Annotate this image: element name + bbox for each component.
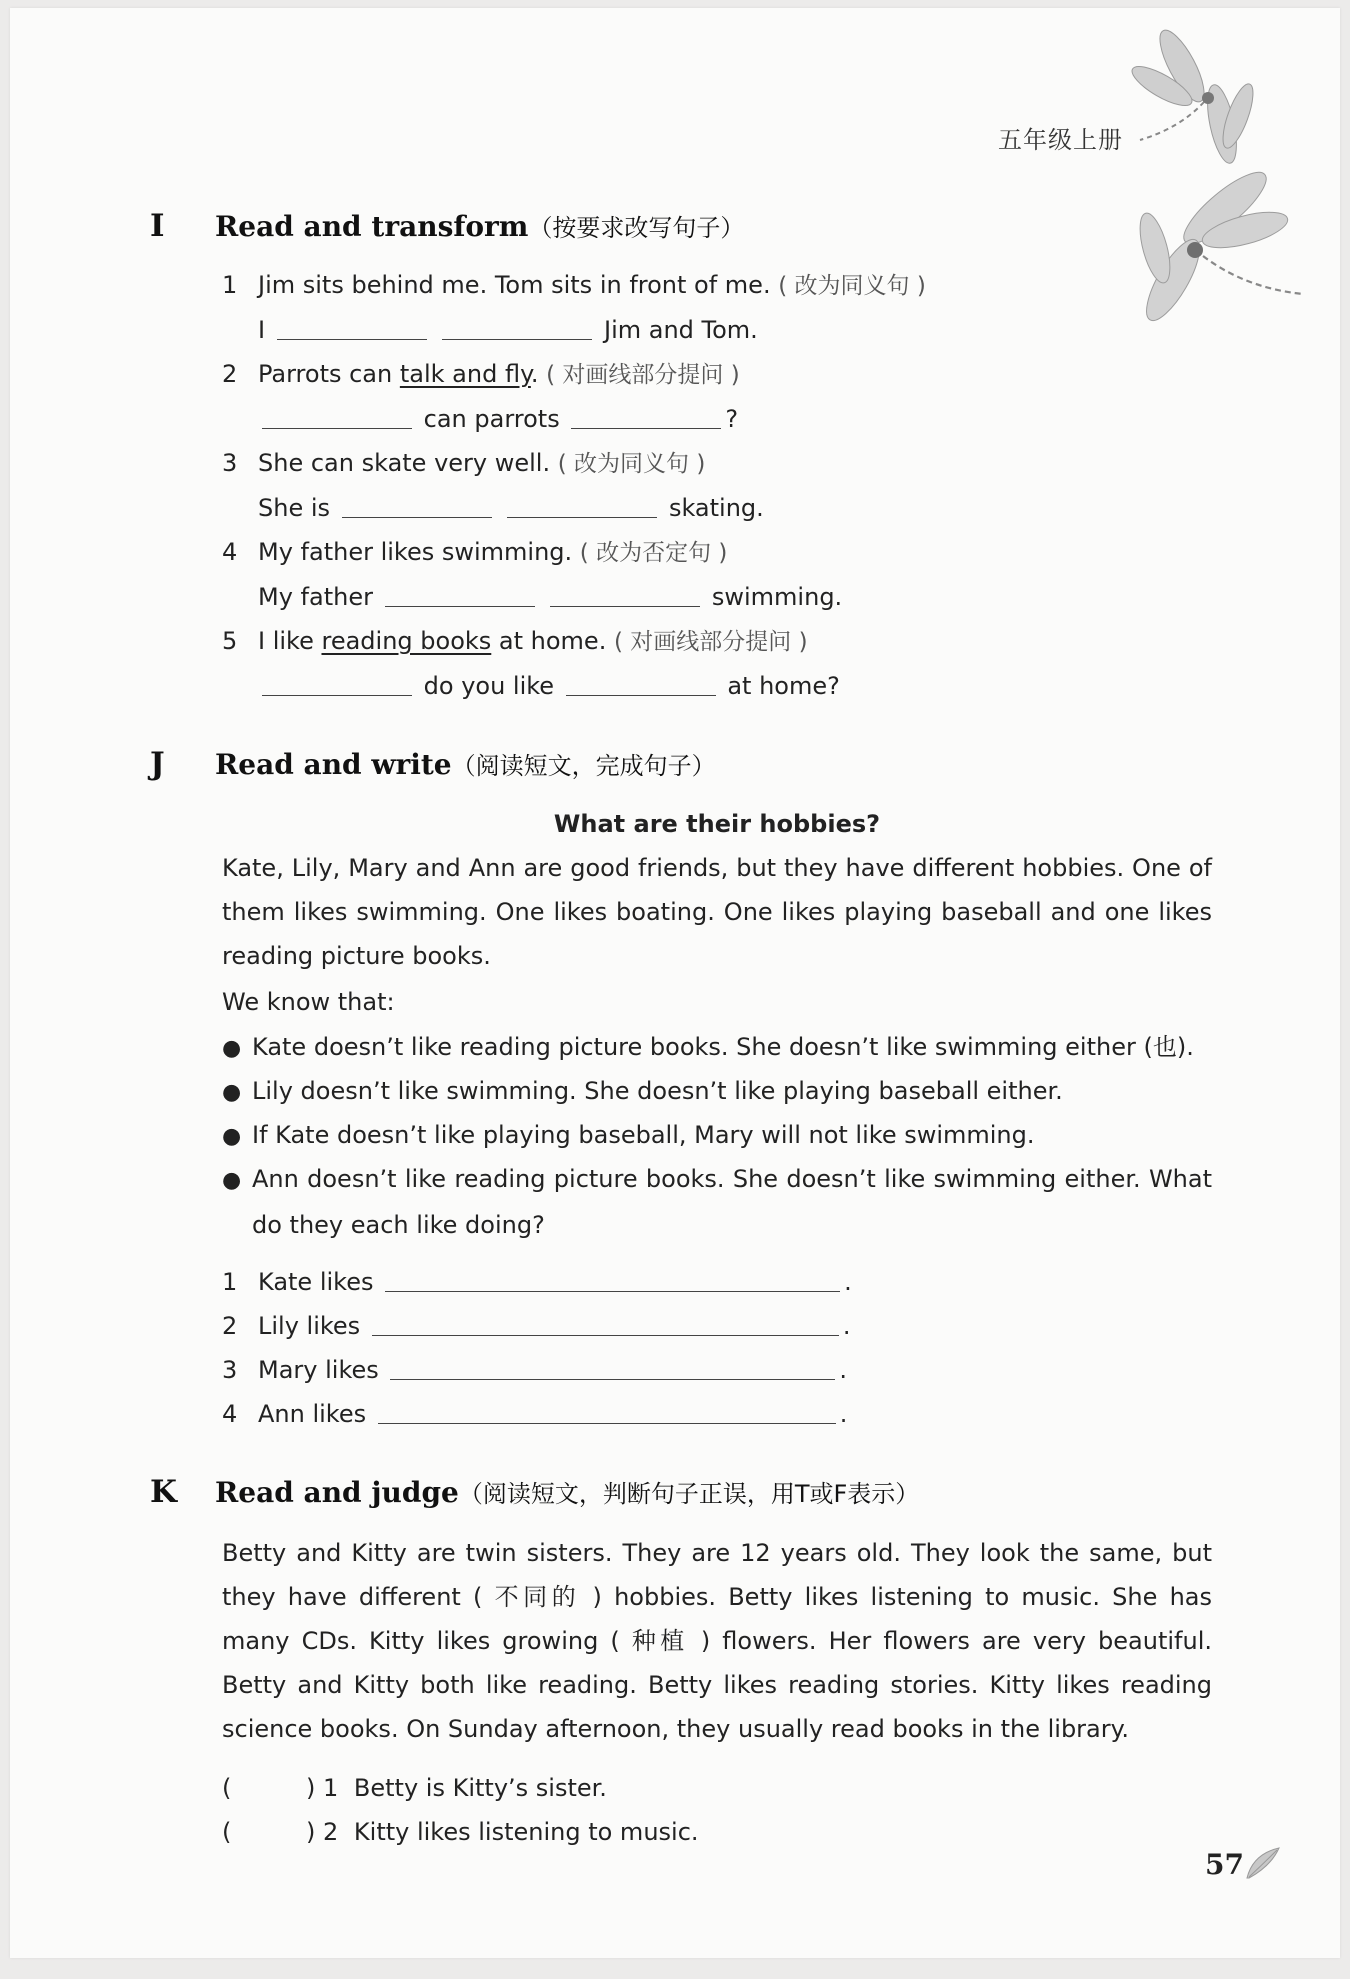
answer-label: Lily likes bbox=[258, 1312, 361, 1340]
item-number: 5 bbox=[222, 627, 238, 655]
answer-line bbox=[222, 1358, 847, 1382]
item-instruction: ( 改为同义句 ) bbox=[778, 273, 926, 299]
section-i-answer-1 bbox=[222, 318, 758, 342]
item-instruction: ( 对画线部分提问 ) bbox=[613, 629, 808, 655]
answer-blank[interactable] bbox=[378, 1422, 836, 1424]
answer-blank[interactable] bbox=[262, 694, 412, 696]
section-j-title-cn: （阅读短文，完成句子） bbox=[451, 752, 716, 780]
item-number: ) 2 bbox=[306, 1818, 339, 1846]
answer-end: ? bbox=[725, 405, 739, 433]
answer-label: Ann likes bbox=[258, 1400, 367, 1428]
item-question-underlined: talk and fly bbox=[399, 360, 531, 388]
answer-line bbox=[222, 1402, 847, 1426]
item-number: 2 bbox=[222, 1312, 238, 1340]
answer-end: . bbox=[842, 1312, 851, 1340]
open-paren[interactable]: ( bbox=[222, 1818, 232, 1846]
judge-text: Betty is Kitty’s sister. bbox=[353, 1774, 607, 1802]
answer-blank[interactable] bbox=[550, 605, 700, 607]
open-paren[interactable]: ( bbox=[222, 1774, 232, 1802]
bullet-icon: ● bbox=[222, 1168, 242, 1193]
section-i-answer-5 bbox=[222, 674, 840, 698]
answer-blank[interactable] bbox=[507, 516, 657, 518]
section-j-title bbox=[215, 746, 716, 781]
judge-item bbox=[222, 1820, 699, 1844]
worksheet-page bbox=[10, 8, 1340, 1958]
section-i-item-3 bbox=[222, 451, 705, 476]
passage-j: Kate, Lily, Mary and Ann are good friends, but they have different hobbies. One of them likes swimming. One likes boating. One likes playing baseball and one likes reading picture books. bbox=[222, 854, 1212, 970]
answer-line bbox=[222, 1270, 852, 1294]
answer-label: Mary likes bbox=[258, 1356, 379, 1384]
section-k-title bbox=[215, 1474, 919, 1509]
clue-item bbox=[222, 1025, 1212, 1071]
section-i-item-5 bbox=[222, 629, 808, 654]
item-number: 2 bbox=[222, 360, 238, 388]
judge-item bbox=[222, 1776, 607, 1800]
answer-start: My father bbox=[258, 583, 373, 611]
passage-title: What are their hobbies? bbox=[553, 810, 881, 838]
answer-mid: do you like bbox=[423, 672, 555, 700]
clue-text: Lily doesn’t like swimming. She doesn’t like playing baseball either. bbox=[252, 1077, 1063, 1105]
section-i-answer-3 bbox=[222, 496, 764, 520]
grade-label: 五年级上册 bbox=[998, 126, 1123, 154]
answer-blank[interactable] bbox=[385, 605, 535, 607]
section-i-letter: I bbox=[150, 208, 165, 244]
we-know-that: We know that: bbox=[222, 988, 395, 1016]
clue-item bbox=[222, 1113, 1212, 1159]
answer-blank[interactable] bbox=[372, 1334, 839, 1336]
item-number: 3 bbox=[222, 449, 238, 477]
item-number: ) 1 bbox=[306, 1774, 339, 1802]
clue-text: Ann doesn’t like reading picture books. She doesn’t like swimming either. What do they each like doing? bbox=[252, 1165, 1212, 1239]
bullet-icon: ● bbox=[222, 1080, 242, 1105]
bullet-icon: ● bbox=[222, 1036, 242, 1061]
leaf-icon bbox=[1243, 1846, 1283, 1882]
item-question-underlined: reading books bbox=[321, 627, 492, 655]
item-instruction: ( 改为同义句 ) bbox=[557, 451, 706, 477]
section-i-title-en: Read and transform bbox=[215, 210, 529, 243]
answer-end: swimming. bbox=[711, 583, 843, 611]
answer-blank[interactable] bbox=[342, 516, 492, 518]
item-question-pre: Parrots can bbox=[258, 360, 400, 388]
item-question: My father likes swimming. bbox=[258, 538, 573, 566]
answer-end: . bbox=[839, 1400, 848, 1428]
answer-start: She is bbox=[258, 494, 331, 522]
item-number: 1 bbox=[222, 271, 238, 299]
clue-text: Kate doesn’t like reading picture books. She doesn’t like swimming either (也). bbox=[252, 1033, 1194, 1061]
dragonfly-bottom-icon bbox=[1125, 168, 1305, 368]
section-k-title-cn: （阅读短文，判断句子正误，用T或F表示） bbox=[458, 1480, 920, 1508]
bullet-icon: ● bbox=[222, 1124, 242, 1149]
section-i-item-4 bbox=[222, 540, 727, 565]
answer-blank[interactable] bbox=[262, 427, 412, 429]
answer-end: Jim and Tom. bbox=[604, 316, 758, 344]
item-question: Jim sits behind me. Tom sits in front of me. bbox=[258, 271, 771, 299]
answer-blank[interactable] bbox=[566, 694, 716, 696]
judge-text: Kitty likes listening to music. bbox=[353, 1818, 699, 1846]
answer-blank[interactable] bbox=[390, 1378, 835, 1380]
section-i-title bbox=[215, 208, 744, 243]
answer-blank[interactable] bbox=[277, 338, 427, 340]
page-number: 57 bbox=[1205, 1848, 1244, 1881]
item-question-post: at home. bbox=[491, 627, 607, 655]
answer-label: Kate likes bbox=[258, 1268, 374, 1296]
answer-end: . bbox=[844, 1268, 852, 1296]
section-i-title-cn: （按要求改写句子） bbox=[528, 214, 745, 242]
clue-item bbox=[222, 1157, 1212, 1247]
section-j-title-en: Read and write bbox=[215, 748, 452, 781]
item-number: 3 bbox=[222, 1356, 238, 1384]
item-instruction: ( 对画线部分提问 ) bbox=[546, 362, 740, 388]
item-question-post: . bbox=[530, 360, 539, 388]
section-i-item-1 bbox=[222, 273, 926, 298]
section-k-title-en: Read and judge bbox=[215, 1476, 459, 1509]
item-question-pre: I like bbox=[258, 627, 322, 655]
answer-end: skating. bbox=[668, 494, 764, 522]
section-i-answer-2 bbox=[222, 407, 738, 431]
section-i-item-2 bbox=[222, 362, 740, 387]
answer-blank[interactable] bbox=[442, 338, 592, 340]
item-instruction: ( 改为否定句 ) bbox=[579, 540, 728, 566]
answer-mid: can parrots bbox=[423, 405, 560, 433]
answer-start: I bbox=[258, 316, 266, 344]
answer-end: at home? bbox=[727, 672, 840, 700]
clue-text: If Kate doesn’t like playing baseball, Mary will not like swimming. bbox=[252, 1121, 1035, 1149]
section-k-letter: K bbox=[150, 1474, 177, 1510]
section-j-letter: J bbox=[150, 746, 165, 782]
item-number: 4 bbox=[222, 1400, 238, 1428]
answer-blank[interactable] bbox=[385, 1290, 840, 1292]
item-number: 4 bbox=[222, 538, 238, 566]
answer-blank[interactable] bbox=[571, 427, 721, 429]
dragonfly-top-icon bbox=[1120, 28, 1270, 188]
item-question: She can skate very well. bbox=[258, 449, 551, 477]
clue-item bbox=[222, 1069, 1212, 1115]
item-number: 1 bbox=[222, 1268, 238, 1296]
section-i-answer-4 bbox=[222, 585, 842, 609]
answer-end: . bbox=[839, 1356, 848, 1384]
answer-line bbox=[222, 1314, 850, 1338]
passage-k: Betty and Kitty are twin sisters. They are 12 years old. They look the same, but they have different ( 不同的 ) hobbies. Betty likes listening to music. She has many CDs. Kitty likes growing ( 种植 ) flowers. Her flowers are very beautiful. Betty and Kitty both like reading. Betty likes reading stories. Kitty likes reading science books. On Sunday afternoon, they usually read books in the library. bbox=[222, 1539, 1212, 1743]
